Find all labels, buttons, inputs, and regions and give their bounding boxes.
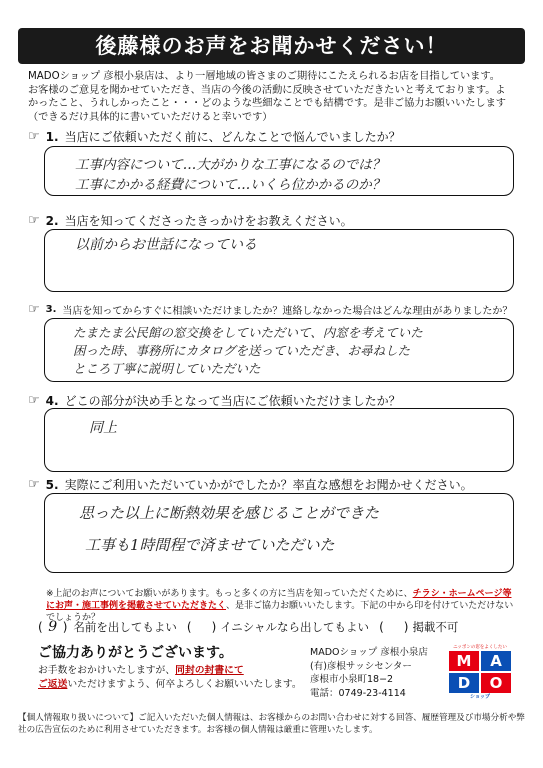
thanks-title: ご協力ありがとうございます。 (38, 645, 233, 661)
answer-box-5[interactable] (44, 493, 514, 573)
consent-note-text: 、是非ご協力お願いいたします。下記の中から印を付けていただけないでしょうか？ (46, 601, 514, 623)
consent-note-text: ※上記のお声についてお願いがあります。もっと多くの方に当店を知っていただくために、 (46, 589, 413, 599)
intro-line: MADOショップ 彦根小泉店は、より一層地域の皆さまのご期待にこたえられるお店を目指しています。 (28, 71, 500, 82)
intro-line: お客様のご意見を聞かせていただき、当店の今後の活動に反映させていただきたいと考えております。よ (28, 84, 506, 96)
question-number: 4. (45, 393, 59, 408)
pointing-hand-icon: ☞ (28, 129, 40, 144)
mado-shop-logo (448, 644, 512, 700)
handwritten-answer: 工事にかかる経費について…いくら位かかるのか？ (75, 177, 386, 193)
consent-note-highlight: チラシ・ホームページ等にお声・施工事例を掲載させていただきたく (46, 589, 512, 611)
question-4 (28, 392, 401, 409)
logo-letter: O (481, 673, 511, 693)
logo-shop-text: ショップ (470, 694, 490, 700)
checkmark: 9 (48, 619, 58, 635)
intro-line: かったこと、うれしかったこと・・・どのような些細なことでも結構です。是非ご協力お願いいたします (28, 98, 506, 109)
pointing-hand-icon: ☞ (28, 302, 40, 317)
question-text: どこの部分が決め手となって当店にご依頼いただけましたか？ (64, 394, 401, 408)
logo-letter: D (449, 673, 479, 693)
option-name-ok[interactable] (38, 619, 177, 635)
pointing-hand-icon: ☞ (28, 213, 40, 228)
option-no-publish[interactable] (379, 619, 458, 635)
paren-close: ) (211, 620, 217, 634)
paren-open: ( (186, 620, 192, 634)
handwritten-answer: ところ丁寧に説明していただいた (73, 361, 261, 376)
phone-number: 0749-23-4114 (338, 687, 406, 699)
privacy-notice (18, 712, 526, 736)
shop-address: 彦根市小泉町18−2 (310, 674, 394, 685)
answer-box-2[interactable] (44, 229, 514, 292)
question-number: 1. (45, 129, 59, 144)
paren-open: ( (38, 620, 43, 634)
answer-box-4[interactable] (44, 408, 514, 472)
shop-phone (310, 687, 428, 701)
question-2 (28, 212, 353, 229)
logo-letter: M (449, 651, 479, 671)
question-5 (28, 476, 473, 493)
paren-open: ( (379, 620, 384, 634)
handwritten-answer: たまたま公民館の窓交換をしていただいて、内窓を考えていた (73, 325, 423, 340)
question-1 (28, 128, 401, 145)
question-number: 3. (45, 304, 57, 315)
answer-box-3[interactable] (44, 318, 514, 382)
note-text: お手数をおかけいたしますが、 (38, 665, 176, 676)
note-highlight: 同封の封書にて (175, 665, 244, 676)
handwritten-answer: 以前からお世話になっている (75, 237, 257, 253)
note-highlight: ご返送 (38, 679, 68, 690)
question-text: 当店を知ってからすぐに相談いただけましたか？連絡しなかった場合はどんな理由がありましたか？ (62, 306, 513, 317)
question-number: 5. (45, 477, 59, 492)
pointing-hand-icon: ☞ (28, 393, 40, 408)
handwritten-answer: 工事も1時間程で済ませていただいた (85, 536, 335, 554)
paren-close: ) (62, 620, 68, 634)
question-text: 当店を知ってくださったきっかけをお教えください。 (64, 214, 353, 228)
shop-info (310, 646, 428, 700)
shop-name: MADOショップ 彦根小泉店 (310, 647, 428, 658)
consent-options (38, 619, 518, 635)
phone-label: 電話： (310, 687, 339, 699)
note-text: いただけますよう、何卒よろしくお願いいたします。 (67, 679, 302, 690)
shop-company: (有)彦根サッシセンター (310, 660, 412, 672)
handwritten-answer: 思った以上に断熱効果を感じることができた (79, 504, 380, 522)
handwritten-answer: 工事内容について…大がかりな工事になるのでは？ (75, 157, 386, 173)
privacy-text: ご記入いただいた個人情報は、お客様からのお問い合わせに対する回答、履歴管理及び市場分析や弊社の広告宣伝のために利用させていただきます。お客様の個人情報は厳重に管理いたします。 (18, 713, 525, 735)
answer-box-1[interactable] (44, 146, 514, 196)
page-title: 後藤様のお声をお聞かせください！ (18, 28, 525, 64)
option-initials-ok[interactable] (187, 619, 369, 635)
question-number: 2. (45, 213, 59, 228)
logo-letter: A (481, 651, 511, 671)
handwritten-answer: 困った時、事務所にカタログを送っていただき、お尋ねした (73, 343, 411, 358)
option-label: 名前を出してもよい (73, 620, 177, 634)
logo-tagline: ニッポンの窓をよくしたい (453, 645, 507, 650)
logo-grid (448, 651, 512, 693)
question-text: 当店にご依頼いただく前に、どんなことで悩んでいましたか？ (64, 130, 401, 144)
return-note (38, 664, 308, 692)
privacy-heading: 【個人情報取り扱いについて】 (18, 713, 139, 723)
option-label: イニシャルなら出してもよい (220, 620, 370, 634)
intro-line: （できるだけ具体的に書いていただけると幸いです） (28, 111, 273, 123)
question-3 (28, 302, 512, 317)
question-text: 実際にご利用いただいていかがでしたか？率直な感想をお聞かせください。 (64, 478, 473, 492)
paren-close: ) (403, 620, 409, 634)
option-label: 掲載不可 (412, 620, 459, 634)
handwritten-answer: 同上 (89, 420, 117, 436)
pointing-hand-icon: ☞ (28, 477, 40, 492)
intro-text (28, 70, 518, 124)
